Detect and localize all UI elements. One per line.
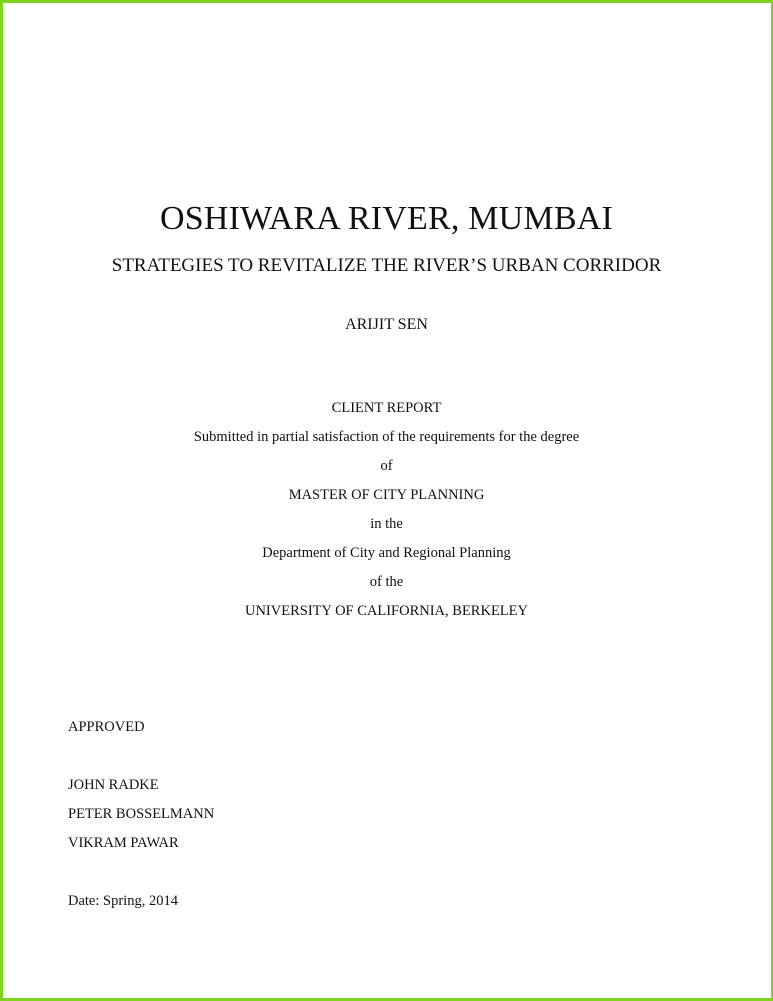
submission-of: of (380, 458, 393, 474)
submission-of-the: of the (369, 574, 404, 590)
department-name: Department of City and Regional Planning (262, 545, 511, 561)
degree-name: MASTER OF CITY PLANNING (288, 487, 485, 503)
approver-name: VIKRAM PAWAR (68, 835, 179, 851)
submission-in-the: in the (370, 516, 403, 532)
document-subtitle: STRATEGIES TO REVITALIZE THE RIVER’S URBAN CORRIDOR (111, 255, 662, 276)
approved-label: APPROVED (68, 719, 145, 735)
document-title: OSHIWARA RIVER, MUMBAI (159, 200, 614, 237)
submission-statement: Submitted in partial satisfaction of the requirements for the degree (193, 429, 580, 445)
university-name: UNIVERSITY OF CALIFORNIA, BERKELEY (244, 603, 528, 619)
report-type: CLIENT REPORT (331, 400, 442, 416)
approver-name: JOHN RADKE (68, 777, 159, 793)
report-date: Date: Spring, 2014 (68, 893, 178, 909)
author-name: ARIJIT SEN (345, 316, 428, 333)
approver-name: PETER BOSSELMANN (68, 806, 215, 822)
